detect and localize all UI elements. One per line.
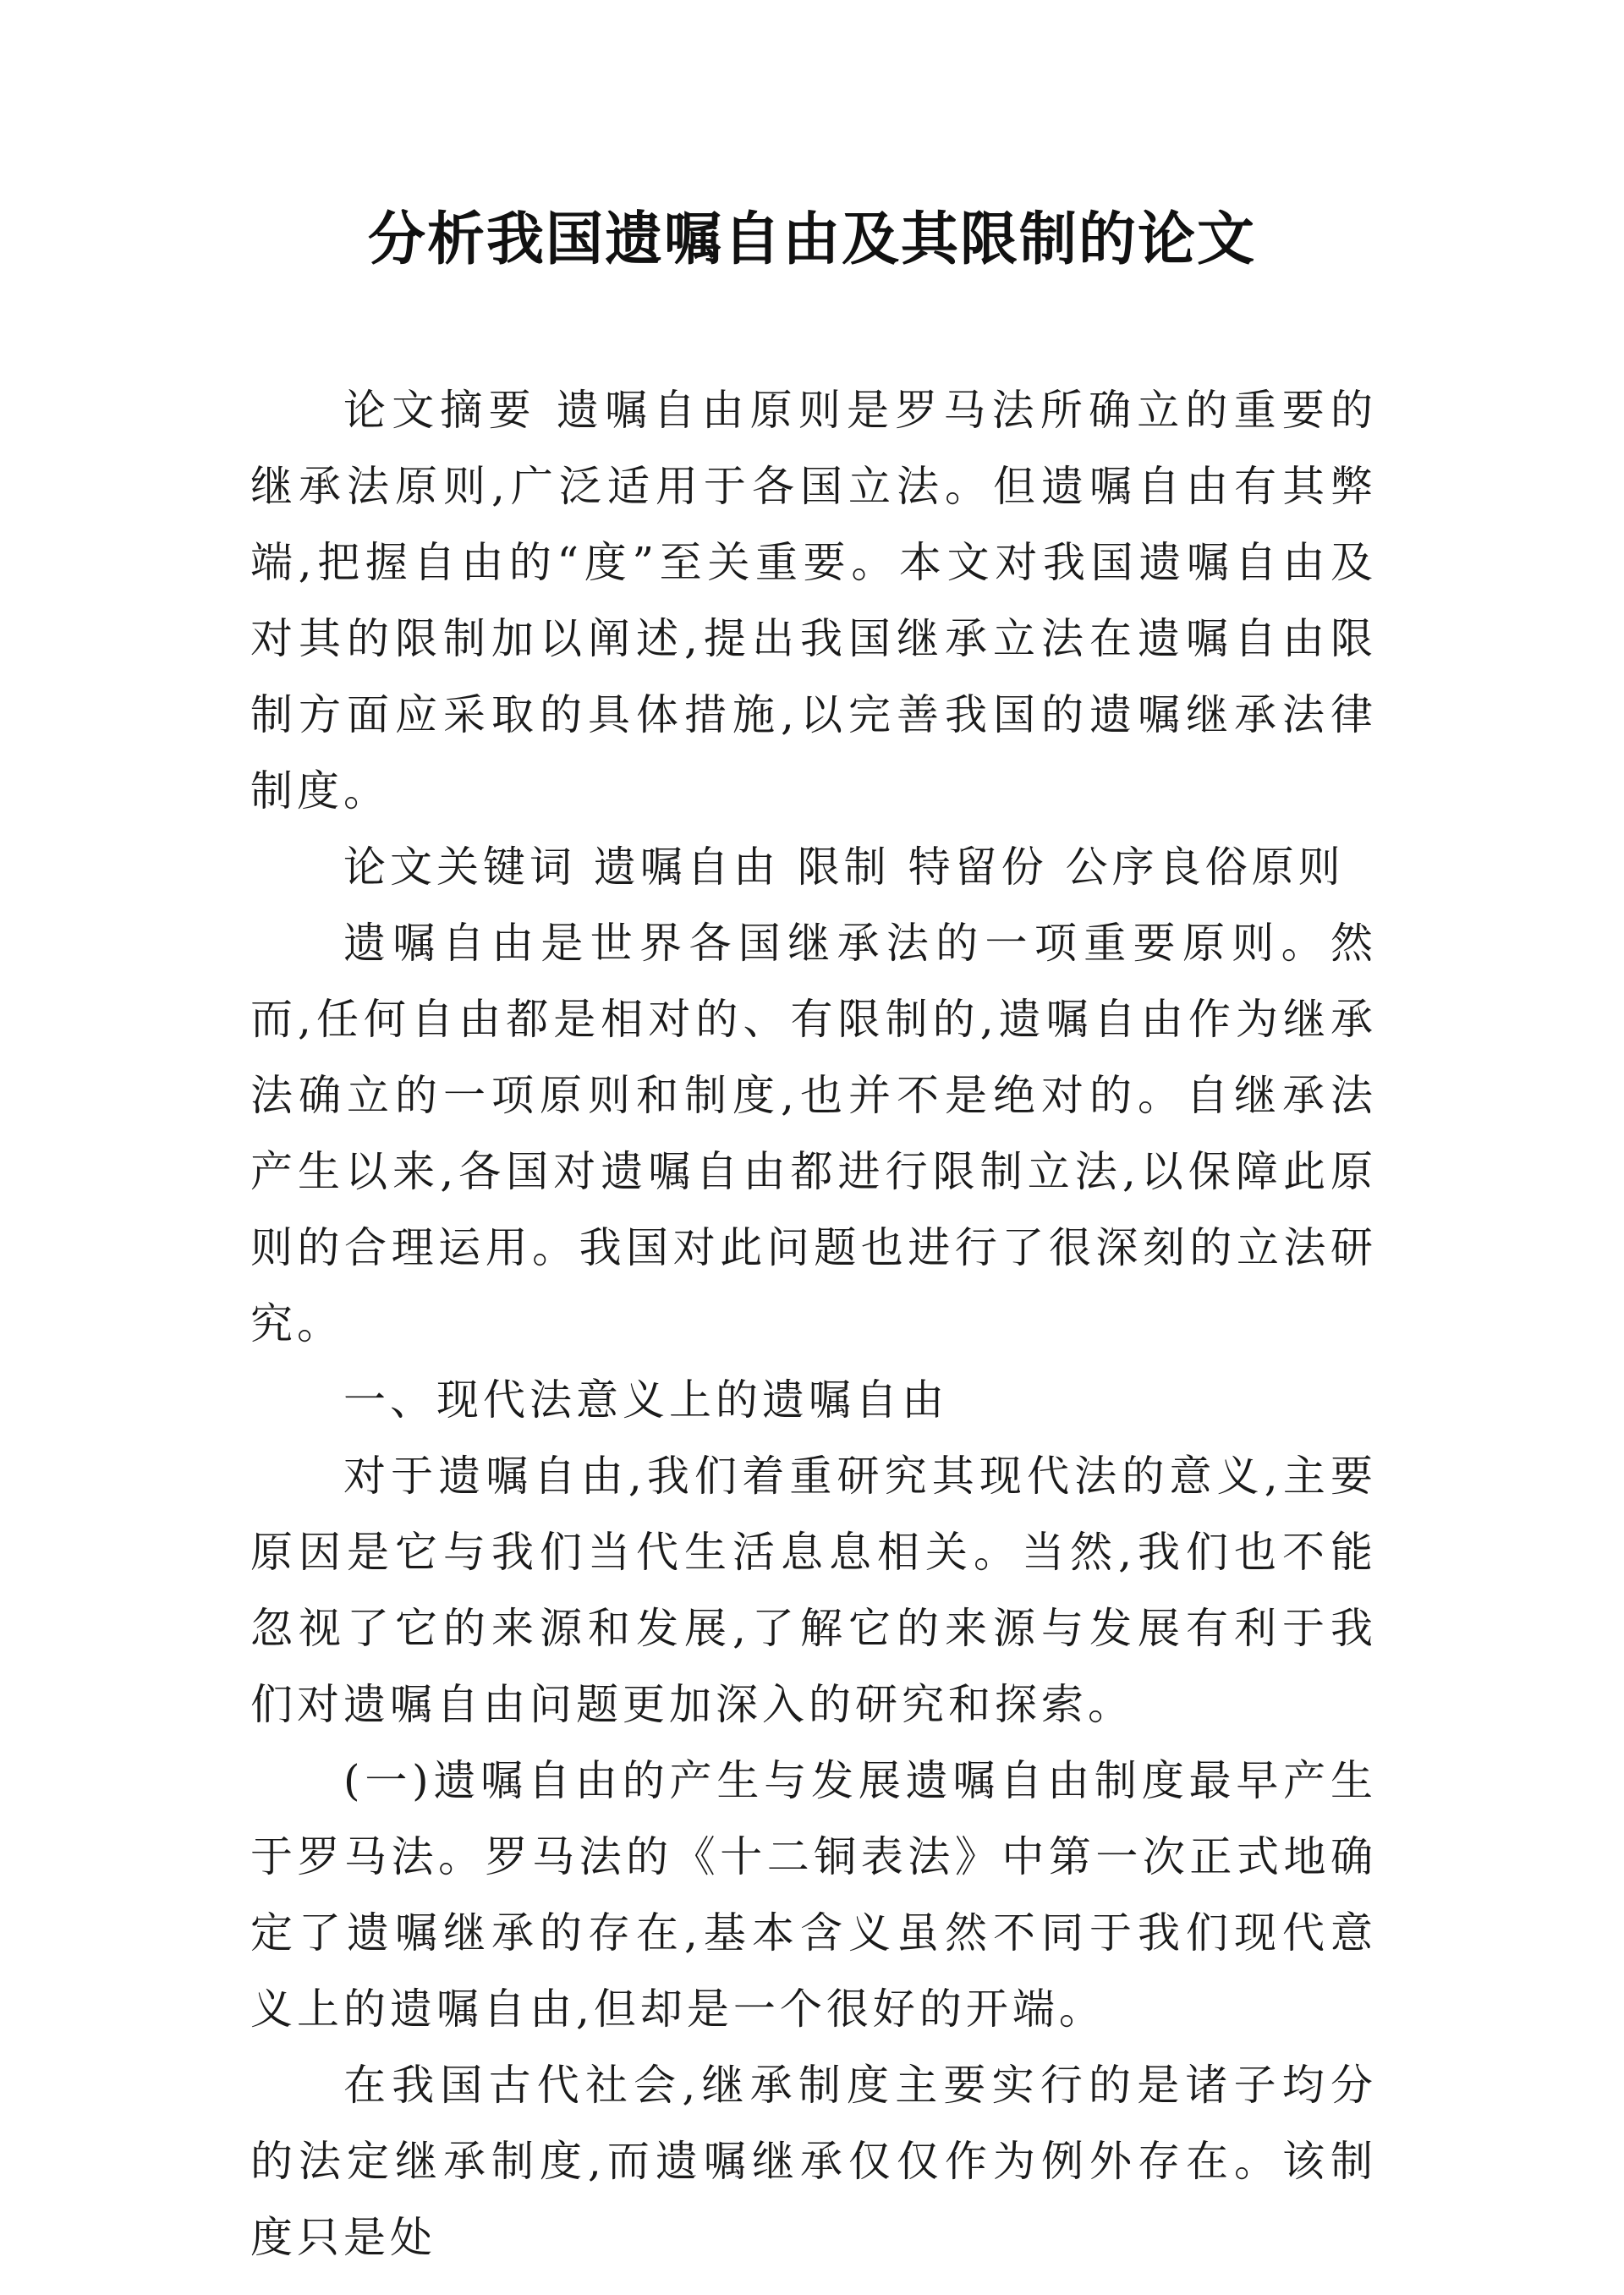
- abstract-paragraph: 论文摘要 遗嘱自由原则是罗马法所确立的重要的继承法原则,广泛适用于各国立法。但遗嘱自由有其弊端,把握自由的“度”至关重要。本文对我国遗嘱自由及对其的限制加以阐述,提出我国继承立法在遗嘱自由限制方面应采取的具体措施,以完善我国的遗嘱继承法律制度。: [250, 386, 1377, 815]
- body-paragraph: 对于遗嘱自由,我们着重研究其现代法的意义,主要原因是它与我们当代生活息息相关。当然,我们也不能忽视了它的来源和发展,了解它的来源与发展有利于我们对遗嘱自由问题更加深入的研究和探索。: [250, 1452, 1377, 1729]
- document-body: [250, 372, 1377, 2276]
- body-paragraph: 在我国古代社会,继承制度主要实行的是诸子均分的法定继承制度,而遗嘱继承仅仅作为例外存在。该制度只是处: [250, 2061, 1377, 2262]
- document-title: 分析我国遗嘱自由及其限制的论文: [367, 206, 1256, 273]
- intro-paragraph: 遗嘱自由是世界各国继承法的一项重要原则。然而,任何自由都是相对的、有限制的,遗嘱自由作为继承法确立的一项原则和制度,也并不是绝对的。自继承法产生以来,各国对遗嘱自由都进行限制立法,以保障此原则的合理运用。我国对此问题也进行了很深刻的立法研究。: [250, 919, 1377, 1348]
- section-heading: 一、现代法意义上的遗嘱自由: [343, 1375, 948, 1425]
- keywords-paragraph: 论文关键词 遗嘱自由 限制 特留份 公序良俗原则: [343, 843, 1345, 892]
- subsection-paragraph: (一)遗嘱自由的产生与发展遗嘱自由制度最早产生于罗马法。罗马法的《十二铜表法》中第一次正式地确定了遗嘱继承的存在,基本含义虽然不同于我们现代意义上的遗嘱自由,但却是一个很好的开端。: [250, 1756, 1377, 2034]
